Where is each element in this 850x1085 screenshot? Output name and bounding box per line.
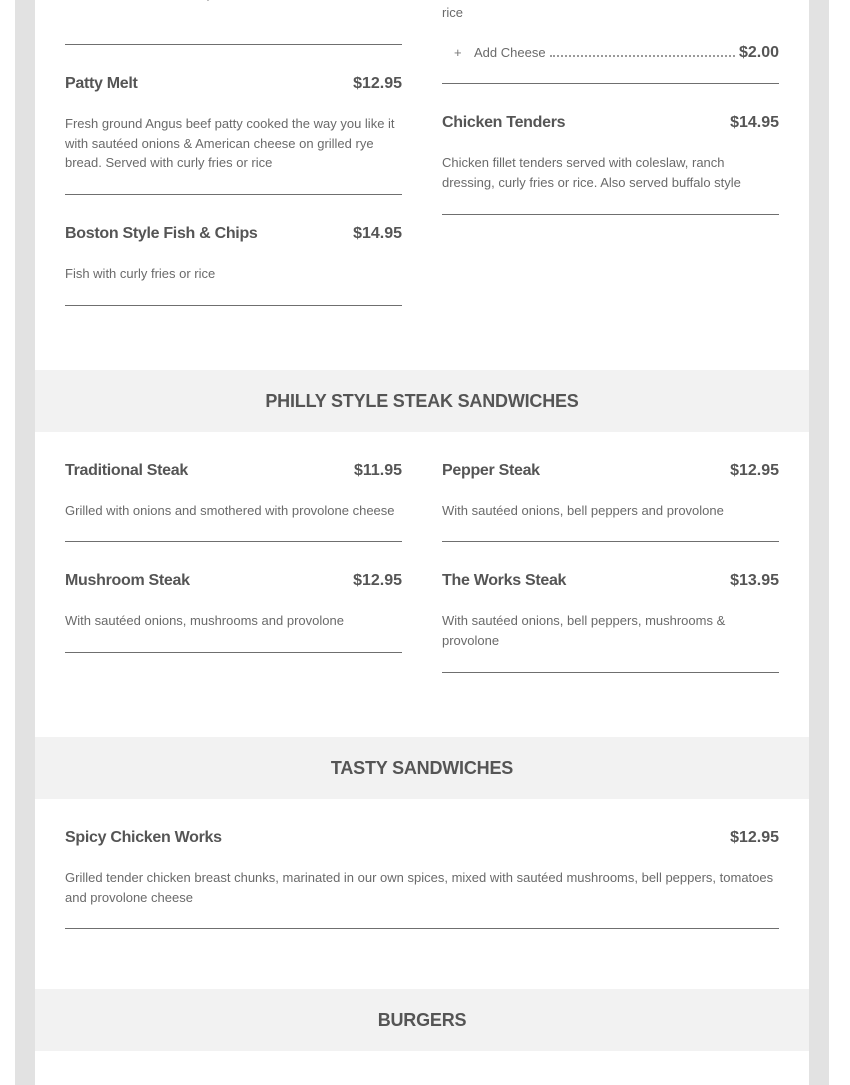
item-divider xyxy=(65,541,402,542)
item-description: Grilled tender chicken breast chunks, marinated in our own spices, mixed with sautéed mushrooms, bell peppers, tomatoes and provolone cheese xyxy=(65,870,774,905)
item-name: Mushroom Steak xyxy=(65,572,190,589)
item-name: Spicy Chicken Works xyxy=(65,829,222,846)
item-divider xyxy=(442,672,779,673)
item-description: Grilled with onions and smothered with provolone cheese xyxy=(65,503,395,518)
dot-leader xyxy=(550,47,735,57)
plus-icon: + xyxy=(454,45,462,60)
item-divider xyxy=(65,44,402,45)
item-description: With sautéed onions, bell peppers, mushrooms & provolone xyxy=(442,613,726,648)
menu-item-works-steak xyxy=(442,572,779,650)
item-description: With sautéed onions, bell peppers and provolone xyxy=(442,503,724,518)
menu-item-chicken-tenders xyxy=(442,114,779,192)
menu-item-spicy-chicken-works xyxy=(65,829,779,907)
item-divider xyxy=(65,928,779,929)
menu-item-traditional-steak xyxy=(65,462,402,521)
item-name: Boston Style Fish & Chips xyxy=(65,225,258,242)
item-divider xyxy=(65,194,402,195)
item-name: Pepper Steak xyxy=(442,462,540,479)
item-name: The Works Steak xyxy=(442,572,567,589)
item-name: Patty Melt xyxy=(65,75,138,92)
section-title: BURGERS xyxy=(377,1009,467,1030)
item-description: rice xyxy=(442,4,463,20)
menu-panel-burgers xyxy=(35,1051,809,1085)
item-name: Chicken Tenders xyxy=(442,114,566,131)
item-price: $12.95 xyxy=(730,829,779,846)
item-divider xyxy=(442,541,779,542)
item-price: $14.95 xyxy=(353,225,402,242)
item-description: With sautéed onions, mushrooms and provolone xyxy=(65,613,344,628)
item-description: Fish with curly fries or rice xyxy=(65,266,216,281)
menu-item-mushroom-steak xyxy=(65,572,402,631)
item-price: $12.95 xyxy=(730,462,779,479)
item-price: $14.95 xyxy=(730,114,779,131)
menu-item-fish-chips xyxy=(65,225,402,284)
item-divider xyxy=(65,305,402,306)
item-price: $11.95 xyxy=(353,462,402,479)
item-description: Chicken fillet tenders served with coleslaw, ranch dressing, curly fries or rice. Also served buffalo style xyxy=(442,155,741,190)
section-header-tasty xyxy=(35,737,809,799)
item-price: $12.95 xyxy=(353,75,402,92)
item-name: Traditional Steak xyxy=(65,462,188,479)
item-description xyxy=(65,0,402,4)
item-divider xyxy=(442,214,779,215)
section-header-philly xyxy=(35,370,809,432)
section-title: TASTY SANDWICHES xyxy=(330,757,514,778)
menu-item-partial-left xyxy=(65,0,402,4)
menu-item-partial-right xyxy=(442,0,779,22)
item-divider xyxy=(442,83,779,84)
addon-add-cheese xyxy=(442,44,779,62)
addon-price: $2.00 xyxy=(738,44,779,61)
addon-label: Add Cheese xyxy=(474,45,546,60)
item-description: Fresh ground Angus beef patty cooked the way you like it with sautéed onions & American cheese on grilled rye bread. Served with curly fries or rice xyxy=(65,116,395,170)
menu-item-patty-melt xyxy=(65,75,402,173)
section-header-burgers xyxy=(35,989,809,1051)
item-price: $13.95 xyxy=(730,572,779,589)
item-price: $12.95 xyxy=(353,572,402,589)
menu-item-pepper-steak xyxy=(442,462,779,521)
section-title: PHILLY STYLE STEAK SANDWICHES xyxy=(265,390,579,411)
item-divider xyxy=(65,652,402,653)
